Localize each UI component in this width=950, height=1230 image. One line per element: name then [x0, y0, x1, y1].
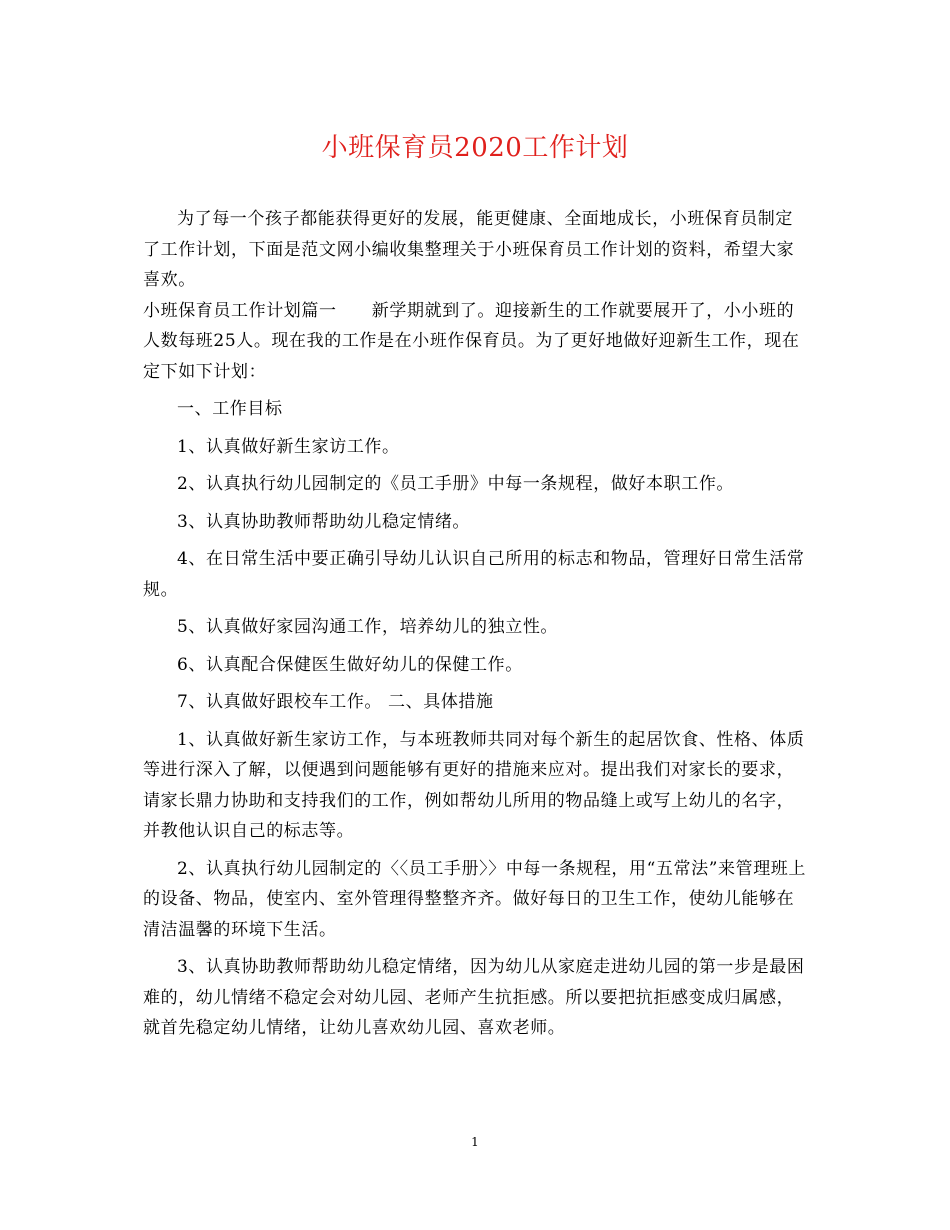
page-number: 1 [471, 1135, 479, 1149]
paragraph-plan-intro: 小班保育员工作计划篇一 新学期就到了。迎接新生的工作就要展开了，小小班的人数每班25人。现在我的工作是在小班作保育员。为了更好地做好迎新生工作，现在定下如下计划： [143, 300, 800, 382]
goal-item-1: 1、认真做好新生家访工作。 [177, 436, 400, 457]
measure-item-2: 2、认真执行幼儿园制定的〈〈员工手册〉〉中每一条规程，用“五常法”来管理班上的设备、物品，使室内、室外管理得整整齐齐。做好每日的卫生工作，使幼儿能够在清洁温馨的环境下生活。 [143, 858, 806, 940]
goal-item-3: 3、认真协助教师帮助幼儿稳定情绪。 [177, 511, 471, 532]
document-title: 小班保育员2020工作计划 [321, 133, 629, 163]
document-body [143, 204, 807, 1044]
goal-item-7: 7、认真做好跟校车工作。 二、具体措施 [177, 692, 494, 712]
goal-item-5: 5、认真做好家园沟通工作，培养幼儿的独立性。 [177, 617, 559, 637]
measure-item-3: 3、认真协助教师帮助幼儿稳定情绪，因为幼儿从家庭走进幼儿园的第一步是最困难的，幼儿情绪不稳定会对幼儿园、老师产生抗拒感。所以要把抗拒感变成归属感，就首先稳定幼儿情绪，让幼儿喜欢幼儿园、喜欢老师。 [143, 957, 805, 1038]
measure-item-1: 1、认真做好新生家访工作，与本班教师共同对每个新生的起居饮食、性格、体质等进行深入了解，以便遇到问题能够有更好的措施来应对。提出我们对家长的要求，请家长鼎力协助和支持我们的工作，例如帮幼儿所用的物品缝上或写上幼儿的名字，并教他认识自己的标志等。 [143, 729, 805, 841]
heading-work-goals: 一、工作目标 [177, 399, 283, 419]
goal-item-6: 6、认真配合保健医生做好幼儿的保健工作。 [177, 654, 523, 675]
paragraph-intro: 为了每一个孩子都能获得更好的发展，能更健康、全面地成长，小班保育员制定了工作计划，下面是范文网小编收集整理关于小班保育员工作计划的资料，希望大家喜欢。 [143, 209, 795, 290]
goal-item-4: 4、在日常生活中要正确引导幼儿认识自己所用的标志和物品，管理好日常生活常规。 [143, 549, 805, 600]
goal-item-2: 2、认真执行幼儿园制定的《员工手册》中每一条规程，做好本职工作。 [177, 474, 735, 494]
